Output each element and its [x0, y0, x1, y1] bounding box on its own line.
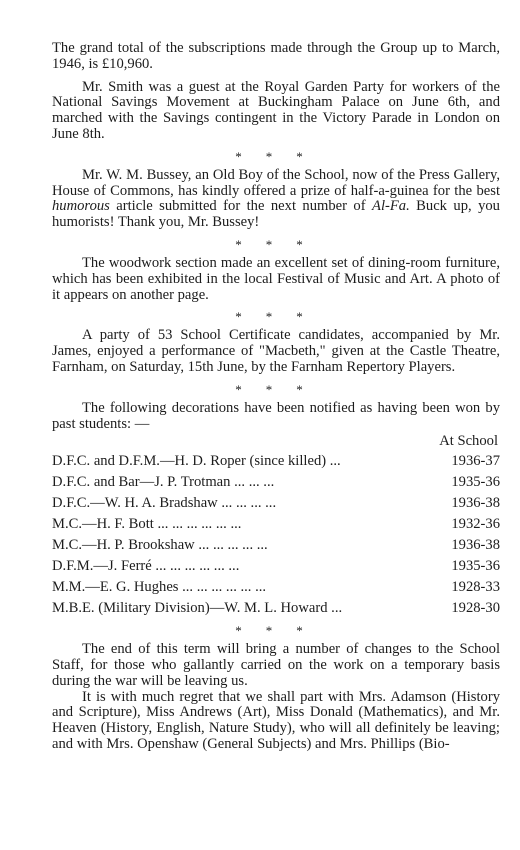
separator-star: *: [296, 148, 327, 164]
paragraph-bussey: [52, 168, 500, 231]
separator-star: *: [265, 236, 297, 252]
dot-leader: ... ... ... ... ...: [194, 538, 268, 554]
paragraph-garden-party: Mr. Smith was a guest at the Royal Garden Party for workers of the National Savings Movement at Buckingham Palace on June 6th, and marched with the Savings contingent in the Victory Parade in London on June 8th.: [52, 78, 500, 142]
dot-leader: ... ... ... ... ... ...: [151, 559, 240, 575]
decoration-name: D.F.C.—W. H. A. Bradshaw: [52, 496, 218, 512]
decorations-column-header: At School: [439, 433, 498, 450]
bussey-italic-alfa: Al-Fa.: [372, 198, 410, 215]
bussey-text-3: Buck up, you humorists! Thank you, Mr. Bussey!: [52, 198, 500, 231]
dot-leader: ... ... ...: [230, 475, 275, 491]
separator-star: *: [265, 148, 297, 164]
decoration-years: 1935-36: [451, 474, 500, 491]
separator-star: *: [235, 623, 266, 639]
separator-star: *: [235, 148, 266, 164]
separator-star: *: [235, 381, 266, 397]
paragraph-regret: It is with much regret that we shall part with Mrs. Adamson (History and Scripture), Miss Andrews (Art), Miss Donald (Mathematics), and Mr. Heaven (History, English, Nature Study), who will all definitely be leaving; and with Mrs. Openshaw (General Subjects) and Mrs. Phillips (Bio-: [52, 688, 500, 752]
table-row: [52, 559, 500, 580]
decoration-name: D.F.C. and D.F.M.—H. D. Roper (since killed): [52, 454, 327, 470]
paragraph-staff-changes: The end of this term will bring a number of changes to the School Staff, for those who gallantly carried on the work on a temporary basis during the war will be leaving us.: [52, 641, 500, 689]
decoration-years: 1936-38: [451, 495, 500, 512]
table-row: [52, 601, 500, 622]
paragraph-macbeth: A party of 53 School Certificate candidates, accompanied by Mr. James, enjoyed a performance of "Macbeth," given at the Castle Theatre, Farnham, on Saturday, 15th June, by the Farnham Repertory Players.: [52, 327, 500, 375]
decoration-years: 1928-33: [451, 579, 500, 596]
decoration-years: 1935-36: [451, 558, 500, 575]
dot-leader: ... ... ... ... ... ...: [178, 580, 267, 596]
separator-star: *: [235, 309, 266, 325]
dot-leader: ... ... ... ... ... ...: [153, 517, 242, 533]
paragraph-subscriptions: The grand total of the subscriptions made through the Group up to March, 1946, is £10,960.: [52, 40, 500, 72]
decoration-name: M.M.—E. G. Hughes: [52, 580, 179, 596]
paragraph-woodwork: The woodwork section made an excellent set of dining-room furniture, which has been exhibited in the local Festival of Music and Art. A photo of it appears on another page.: [52, 254, 500, 303]
bussey-text-2: article submitted for the next number of: [116, 198, 366, 215]
section-separator: [52, 624, 500, 638]
section-separator: [52, 383, 500, 397]
table-row: [52, 538, 500, 559]
decoration-name: D.F.M.—J. Ferré: [52, 559, 152, 575]
separator-star: *: [265, 623, 297, 639]
separator-star: *: [296, 623, 327, 639]
table-row: [52, 496, 500, 517]
section-separator: [52, 150, 500, 164]
dot-leader: ...: [326, 454, 341, 470]
decoration-name: M.C.—H. P. Brookshaw: [52, 538, 195, 554]
bussey-text-1: Mr. W. M. Bussey, an Old Boy of the School, now of the Press Gallery, House of Commons, has kindly offered a prize of half-a-guinea for the best: [52, 166, 500, 199]
table-row: [52, 517, 500, 538]
table-row: [52, 580, 500, 601]
dot-leader: ...: [327, 601, 343, 617]
table-row: [52, 475, 500, 496]
decoration-name: M.C.—H. F. Bott: [52, 517, 154, 533]
decoration-years: 1928-30: [451, 600, 500, 617]
separator-star: *: [296, 381, 327, 397]
decoration-years: 1936-38: [451, 537, 500, 554]
separator-star: *: [265, 309, 297, 325]
separator-star: *: [235, 236, 266, 252]
decoration-years: 1932-36: [451, 516, 500, 533]
decoration-years: 1936-37: [451, 453, 500, 470]
decoration-name: D.F.C. and Bar—J. P. Trotman: [52, 475, 231, 491]
paragraph-decorations-intro: The following decorations have been notified as having been won by past students: —: [52, 399, 500, 432]
dot-leader: ... ... ... ...: [217, 496, 277, 512]
separator-star: *: [296, 309, 327, 325]
decoration-name: M.B.E. (Military Division)—W. M. L. Howard: [52, 601, 328, 617]
table-row: [52, 454, 500, 475]
separator-star: *: [296, 236, 327, 252]
decorations-table: [52, 454, 500, 622]
document-body: [52, 41, 500, 760]
section-separator: [52, 238, 500, 252]
section-separator: [52, 310, 500, 324]
separator-star: *: [265, 381, 297, 397]
bussey-italic-humorous: humorous: [52, 198, 110, 215]
